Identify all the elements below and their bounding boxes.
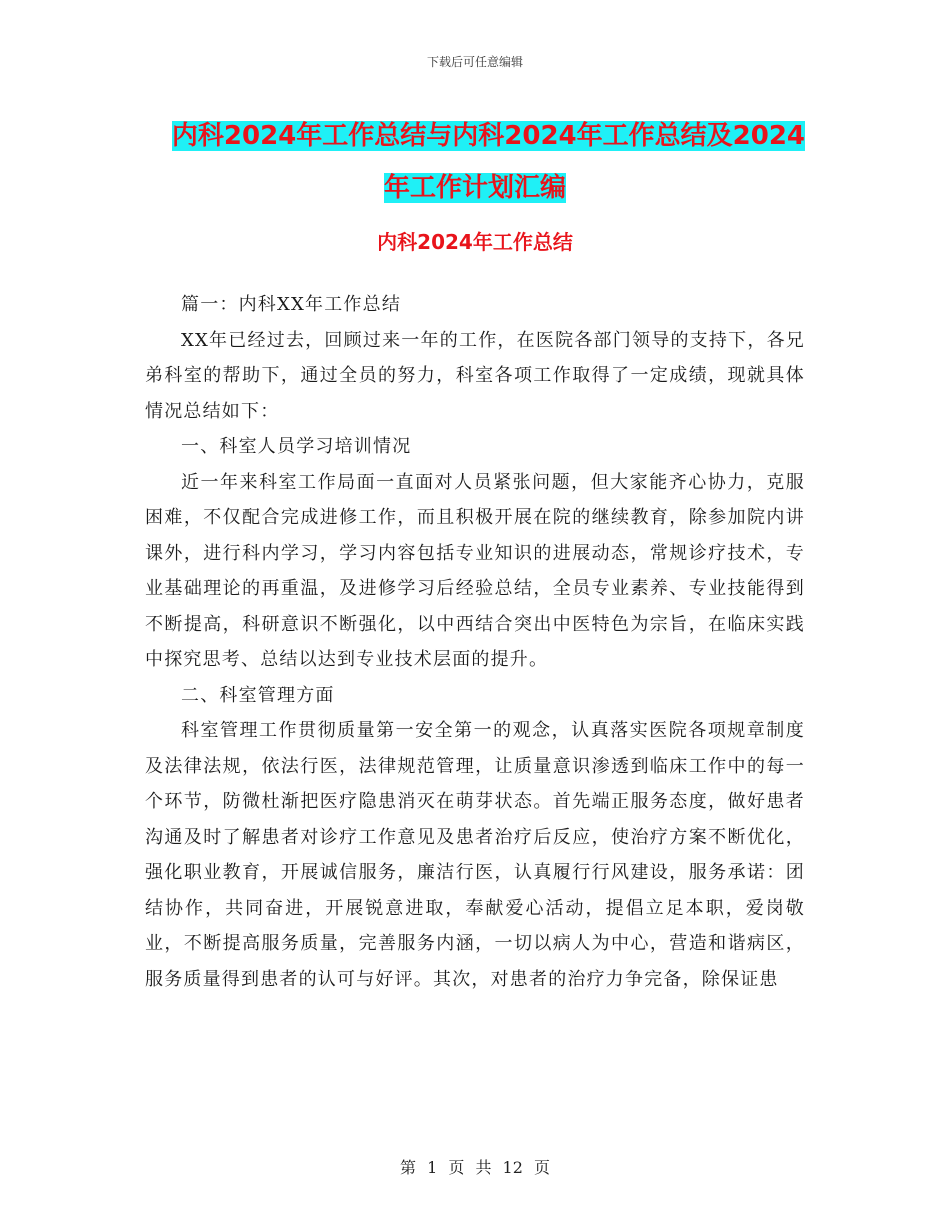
- header-note: 下载后可任意编辑: [426, 55, 523, 69]
- title-line-2: 年工作计划汇编: [383, 173, 566, 203]
- section-title: 内科2024年工作总结: [377, 230, 573, 254]
- paragraph-management: 科室管理工作贯彻质量第一安全第一的观念，认真落实医院各项规章制度及法律法规，依法行医，法律规范管理，让质量意识渗透到临床工作中的每一个环节，防微杜渐把医疗隐患消灭在萌芽状态。首先端正服务态度，做好患者沟通及时了解患者对诊疗工作意见及患者治疗后反应，使治疗方案不断优化，强化职业教育，开展诚信服务，廉洁行医，认真履行行风建设，服务承诺：团结协作，共同奋进，开展锐意进取，奉献爱心活动，提倡立足本职，爱岗敬业，不断提高服务质量，完善服务内涵，一切以病人为中心，营造和谐病区，服务质量得到患者的认可与好评。其次，对患者的治疗力争完备，除保证患: [145, 720, 805, 990]
- document-title: [145, 110, 805, 214]
- paragraph-training: 近一年来科室工作局面一直面对人员紧张问题，但大家能齐心协力，克服困难，不仅配合完成进修工作，而且积极开展在院的继续教育，除参加院内讲课外，进行科内学习，学习内容包括专业知识的进展动态，常规诊疗技术，专业基础理论的再重温，及进修学习后经验总结，全员专业素养、专业技能得到不断提高，科研意识不断强化，以中西结合突出中医特色为宗旨，在临床实践中探究思考、总结以达到专业技术层面的提升。: [145, 471, 805, 670]
- title-line-1: 内科2024年工作总结与内科2024年工作总结及2024: [171, 121, 805, 151]
- paragraph-intro: XX年已经过去，回顾过来一年的工作，在医院各部门领导的支持下，各兄弟科室的帮助下，通过全员的努力，科室各项工作取得了一定成绩，现就具体情况总结如下：: [145, 329, 805, 422]
- paragraph-subtitle: 篇一：内科XX年工作总结: [181, 294, 402, 315]
- paragraph-heading-2: 二、科室管理方面: [181, 684, 335, 706]
- paragraph-heading-1: 一、科室人员学习培训情况: [181, 436, 412, 457]
- document-body: [145, 287, 805, 997]
- page-footer: 第 1 页 共 12 页: [400, 1158, 550, 1177]
